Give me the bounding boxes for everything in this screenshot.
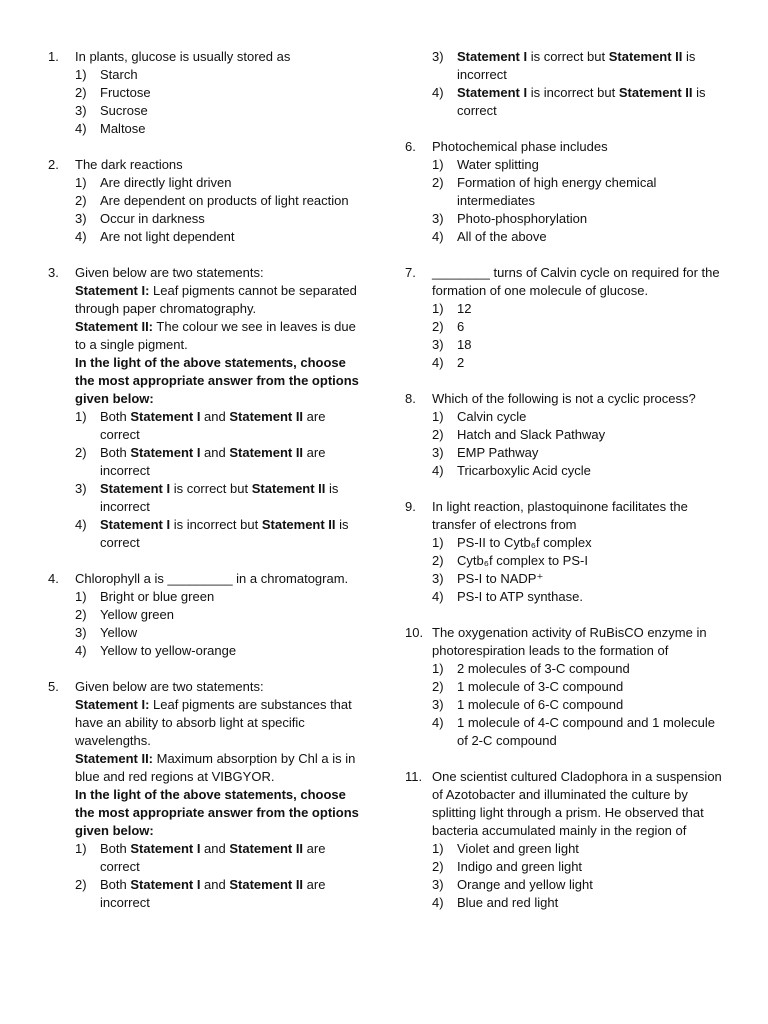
text-run: Both [100,841,131,856]
option [432,678,723,696]
option-number: 1) [75,409,87,424]
text-run: EMP Pathway [457,445,539,460]
bold-text: Statement I [130,877,201,892]
option-text [100,444,360,480]
question-number: 9. [405,499,416,514]
option-text [457,228,723,246]
option-text [100,516,360,552]
statement-label: Statement I: [75,697,150,712]
option-number: 4) [432,229,444,244]
option-text [457,174,723,210]
option [75,192,360,210]
option [432,156,723,174]
text-run: Orange and yellow light [457,877,593,892]
option-number: 3) [75,103,87,118]
option [75,210,360,228]
options-list [75,66,360,138]
option-text [457,660,723,678]
text-run: Blue and red light [457,895,559,910]
bold-text: Statement II [229,409,304,424]
statement-label: Statement II: [75,319,154,334]
bold-text: Statement I [130,841,201,856]
option-text [100,174,360,192]
option [75,480,360,516]
text-run: Formation of high energy chemical intermediates [457,175,657,208]
text-run: In plants, glucose is usually stored as [75,49,291,64]
question-body [432,498,723,606]
question-body [432,390,723,480]
option [75,876,360,912]
option [75,120,360,138]
statement-text: Leaf pigments are substances that have an ability to absorb light at specific wavelengths. [75,697,352,748]
question-number: 7. [405,265,416,280]
option-number: 1) [432,841,444,856]
bold-text: Statement II [229,877,304,892]
question-number: 3. [48,265,59,280]
option [75,408,360,444]
option [432,354,723,372]
text-run: 2 [457,355,465,370]
option-number: 1) [432,409,444,424]
text-run: Given below are two statements: [75,679,264,694]
question-body [432,138,723,246]
text-run: Chlorophyll a is _________ in a chromatogram. [75,571,349,586]
option-number: 3) [432,571,444,586]
option [432,588,723,606]
question-body [75,156,360,246]
option-number: 4) [432,715,444,730]
option-number: 1) [75,175,87,190]
option-text [100,588,360,606]
question-body [432,48,723,120]
option-number: 3) [432,697,444,712]
option-text [100,840,360,876]
option-text [457,156,723,174]
question-number: 6. [405,139,416,154]
statement-label: Statement I: [75,283,150,298]
text-run: 1 molecule of 3-C compound [457,679,624,694]
option [432,426,723,444]
statement-text: Maximum absorption by Chl a is in blue and red regions at VIBGYOR. [75,751,356,784]
text-run: and [200,445,230,460]
option [432,84,723,120]
option-number: 1) [432,661,444,676]
option-text [457,300,723,318]
option [432,894,723,912]
question-body [75,678,360,912]
text-run: Photo-phosphorylation [457,211,588,226]
option-text [457,714,723,750]
text-run: Both [100,409,131,424]
bold-text: Statement I [100,481,171,496]
question-9 [405,498,723,606]
options-list [75,588,360,660]
question-stem [432,138,723,156]
option-text [457,678,723,696]
option-text [457,318,723,336]
options-list [432,300,723,372]
option-text [100,84,360,102]
text-run: 18 [457,337,472,352]
option-number: 1) [75,841,87,856]
option [432,174,723,210]
options-list [75,408,360,552]
text-run: Indigo and green light [457,859,583,874]
option-text [100,192,360,210]
option-number: 4) [75,121,87,136]
bold-text: Statement I [457,49,528,64]
options-list [432,408,723,480]
text-run: ________ turns of Calvin cycle on required for the formation of one molecule of glucose. [432,265,720,298]
bold-text: Statement II [229,445,304,460]
option-number: 2) [75,445,87,460]
text-run: is correct but [527,49,609,64]
option-number: 2) [432,319,444,334]
option-text [457,570,723,588]
question-stem [75,678,360,696]
statement [75,318,360,354]
option-text [457,408,723,426]
option-number: 4) [432,355,444,370]
question-stem [432,768,723,840]
option [75,642,360,660]
question-stem [75,570,360,588]
option-text [100,606,360,624]
question-number: 5. [48,679,59,694]
option-text [457,696,723,714]
option-text [100,102,360,120]
option [75,444,360,480]
question-4 [48,570,360,660]
option-number: 3) [432,211,444,226]
text-run: 1 molecule of 4-C compound and 1 molecule of 2-C compound [457,715,715,748]
option [432,444,723,462]
option-number: 2) [432,175,444,190]
option-text [457,336,723,354]
question-10 [405,624,723,750]
option-text [457,588,723,606]
option-number: 2) [432,553,444,568]
options-list [75,174,360,246]
question-stem [432,498,723,534]
bold-text: Statement I [457,85,528,100]
text-run: Hatch and Slack Pathway [457,427,606,442]
text-run: is correct but [170,481,252,496]
option-text [457,48,723,84]
option-text [457,876,723,894]
option [75,840,360,876]
option-text [457,840,723,858]
question-stem [432,390,723,408]
text-run: One scientist cultured Cladophora in a suspension of Azotobacter and illuminated the culture by splitting light through a prism. He observed that bacteria accumulated mainly in the region of [432,769,722,838]
question-8 [405,390,723,480]
options-list [432,660,723,750]
options-list [75,840,360,912]
statement-text: The colour we see in leaves is due to a single pigment. [75,319,356,352]
option [432,336,723,354]
text-run: The dark reactions [75,157,183,172]
text-run: The oxygenation activity of RuBisCO enzyme in photorespiration leads to the formation of [432,625,707,658]
text-run: Are not light dependent [100,229,235,244]
question-5 [48,678,360,912]
text-run: All of the above [457,229,547,244]
option-number: 3) [432,445,444,460]
text-run: is incorrect [457,49,696,82]
option [432,660,723,678]
text-run: Photochemical phase includes [432,139,608,154]
left-column [48,48,360,930]
text-run: Which of the following is not a cyclic process? [432,391,696,406]
text-run: are correct [100,409,326,442]
text-run: are correct [100,841,326,874]
option [432,228,723,246]
question-number: 11. [405,769,423,784]
option-number: 1) [432,535,444,550]
statement-label: Statement II: [75,751,154,766]
option-number: 2) [75,607,87,622]
statement [75,696,360,750]
text-run: Starch [100,67,138,82]
question-1 [48,48,360,138]
text-run: Occur in darkness [100,211,205,226]
option-text [100,876,360,912]
option [432,408,723,426]
text-run: 1 molecule of 6-C compound [457,697,624,712]
question-7 [405,264,723,372]
option-number: 1) [75,589,87,604]
option [75,516,360,552]
instruction: In the light of the above statements, choose the most appropriate answer from the options given below: [75,787,359,838]
option [75,588,360,606]
statement-text: Leaf pigments cannot be separated through paper chromatography. [75,283,357,316]
option [432,552,723,570]
option [75,66,360,84]
option-text [100,210,360,228]
text-run: Yellow green [100,607,174,622]
option-number: 2) [432,427,444,442]
question-body [432,768,723,912]
question-continued [405,48,723,120]
text-run: Both [100,445,131,460]
bold-text: Statement II [261,517,336,532]
text-run: PS-I to ATP synthase. [457,589,583,604]
statement [75,282,360,318]
text-run: 6 [457,319,465,334]
text-run: are incorrect [100,445,326,478]
text-run: and [200,877,230,892]
option-number: 4) [75,517,87,532]
question-number: 4. [48,571,59,586]
text-run: Maltose [100,121,146,136]
option-text [457,462,723,480]
option [75,102,360,120]
text-run: 2 molecules of 3-C compound [457,661,630,676]
text-run: Calvin cycle [457,409,527,424]
option-number: 3) [75,481,87,496]
instruction: In the light of the above statements, choose the most appropriate answer from the options given below: [75,355,359,406]
option-number: 2) [75,85,87,100]
text-run: Tricarboxylic Acid cycle [457,463,591,478]
question-body [75,48,360,138]
option-number: 3) [75,211,87,226]
option-number: 4) [75,643,87,658]
option-text [100,624,360,642]
text-run: 12 [457,301,472,316]
text-run: PS-I to NADP⁺ [457,571,544,586]
option-text [457,354,723,372]
text-run: Given below are two statements: [75,265,264,280]
question-body [432,264,723,372]
options-list [432,534,723,606]
options-list [432,156,723,246]
option-text [100,66,360,84]
option [432,462,723,480]
option-number: 1) [75,67,87,82]
question-11 [405,768,723,912]
options-list [432,48,723,120]
option-text [457,426,723,444]
option-text [100,480,360,516]
text-run: is incorrect but [527,85,619,100]
question-number: 1. [48,49,59,64]
option [432,300,723,318]
option-number: 3) [432,49,444,64]
question-number: 2. [48,157,59,172]
option-number: 3) [75,625,87,640]
text-run: is incorrect but [170,517,262,532]
option-text [457,894,723,912]
text-run: Fructose [100,85,151,100]
text-run: Are dependent on products of light reaction [100,193,349,208]
option-text [457,210,723,228]
bold-text: Statement I [130,409,201,424]
text-run: is correct [100,517,349,550]
text-run: Violet and green light [457,841,579,856]
question-stem [75,48,360,66]
option-number: 4) [75,229,87,244]
option-text [100,408,360,444]
bold-text: Statement II [251,481,326,496]
question-number: 8. [405,391,416,406]
option-text [457,552,723,570]
option [432,714,723,750]
text-run: and [200,841,230,856]
right-column [405,48,723,930]
option-text [457,84,723,120]
bold-text: Statement I [130,445,201,460]
option [432,696,723,714]
option [432,534,723,552]
option-number: 2) [75,193,87,208]
option [432,858,723,876]
option-number: 4) [432,463,444,478]
option-number: 2) [75,877,87,892]
option [432,48,723,84]
text-run: Sucrose [100,103,148,118]
option-text [457,858,723,876]
question-6 [405,138,723,246]
option-number: 3) [432,337,444,352]
bold-text: Statement II [608,49,683,64]
text-run: Bright or blue green [100,589,215,604]
question-3 [48,264,360,552]
option [75,606,360,624]
option-text [457,534,723,552]
question-stem [432,264,723,300]
option [75,624,360,642]
text-run: In light reaction, plastoquinone facilitates the transfer of electrons from [432,499,688,532]
question-body [75,570,360,660]
question-2 [48,156,360,246]
bold-text: Statement II [229,841,304,856]
question-stem [75,156,360,174]
question-number: 10. [405,625,424,640]
option-text [100,642,360,660]
option [432,840,723,858]
text-run: is incorrect [100,481,339,514]
option-text [457,444,723,462]
option [432,570,723,588]
option-text [100,120,360,138]
option [432,318,723,336]
option [432,876,723,894]
option-number: 1) [432,157,444,172]
question-body [75,264,360,552]
text-run: PS-II to Cytb₆f complex [457,535,592,550]
option-number: 2) [432,679,444,694]
option-number: 1) [432,301,444,316]
text-run: are incorrect [100,877,326,910]
question-stem [75,264,360,282]
question-stem [432,624,723,660]
text-run: Yellow [100,625,138,640]
option-number: 4) [432,895,444,910]
text-run: is correct [457,85,706,118]
question-number [405,48,432,120]
bold-text: Statement I [100,517,171,532]
statement [75,750,360,786]
text-run: Cytb₆f complex to PS-I [457,553,588,568]
text-run: Yellow to yellow-orange [100,643,237,658]
option-text [100,228,360,246]
option [432,210,723,228]
option-number: 2) [432,859,444,874]
text-run: Both [100,877,131,892]
option-number: 4) [432,589,444,604]
question-body [432,624,723,750]
options-list [432,840,723,912]
option [75,174,360,192]
option [75,84,360,102]
text-run: Are directly light driven [100,175,232,190]
text-run: Water splitting [457,157,539,172]
option-number: 3) [432,877,444,892]
bold-text: Statement II [618,85,693,100]
text-run: and [200,409,230,424]
option-number: 4) [432,85,444,100]
option [75,228,360,246]
